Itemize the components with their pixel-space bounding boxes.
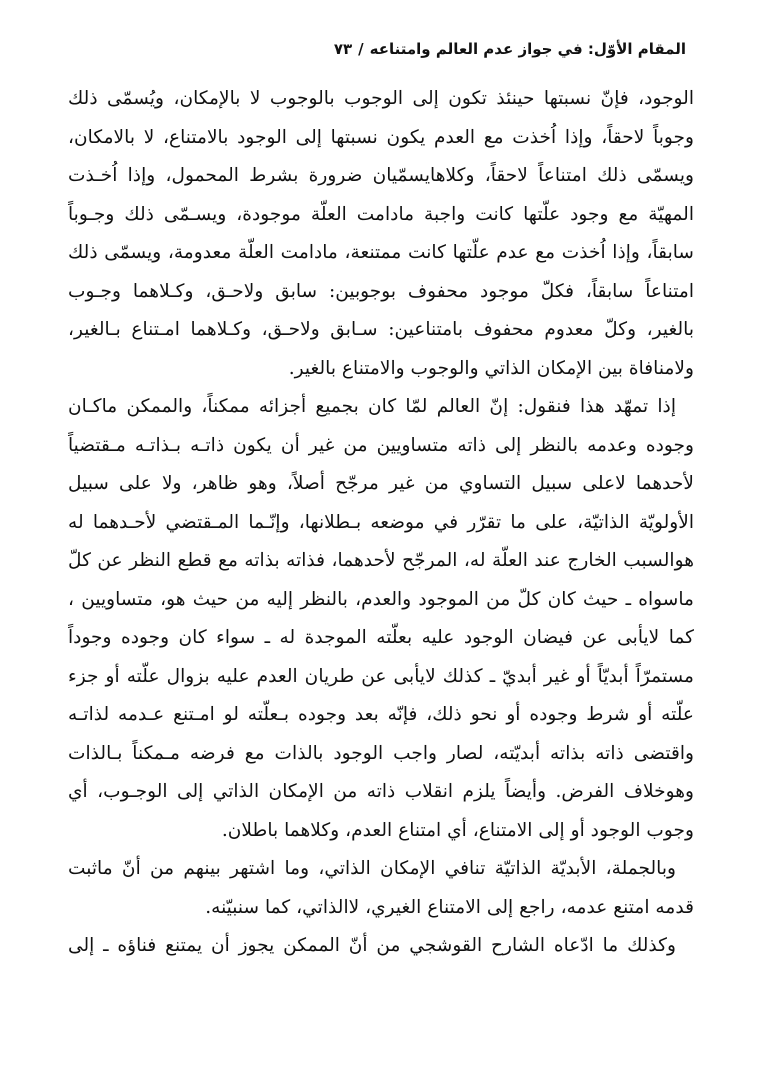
text-line: بالغير، وكلّ معدوم محفوف بامتناعين: سـابق ولاحـق، وكـلاهما امـتناع بـالغير، bbox=[68, 319, 694, 340]
text-line: المهيّة مع وجود علّتها كانت واجبة مادامت العلّة موجودة، ويسـمّى ذلك وجـوباً bbox=[68, 203, 694, 225]
text-line: وجوب الوجود أو إلى الامتناع، أي امتناع العدم، وكلاهما باطلان. bbox=[221, 819, 694, 841]
paragraph-2 bbox=[68, 388, 694, 850]
text-line: الوجود، فإنّ نسبتها حينئذ تكون إلى الوجوب بالوجوب لا بالإمكان، ويُسمّى ذلك bbox=[68, 88, 694, 109]
text-line: الأولويّة الذاتيّة، على ما تقرّر في موضعه بـطلانها، وإنّـما المـقتضي لأحـدهما له bbox=[68, 511, 694, 533]
text-line: قدمه امتنع عدمه، راجع إلى الامتناع الغيري، لاالذاتي، كما سنبيّنه. bbox=[205, 896, 694, 918]
text-line: امتناعاً سابقاً، فكلّ موجود محفوف بوجوبين: سابق ولاحـق، وكـلاهما وجـوب bbox=[68, 280, 694, 302]
body-text bbox=[68, 80, 694, 966]
text-line: واقتضى ذاته بذاته أبديّته، لصار واجب الوجود بالذات مع فرضه مـمكناً بـالذات bbox=[68, 742, 694, 764]
text-line: وجوده وعدمه بالنظر إلى ذاته متساويين من غير أن يكون ذاتـه بـذاتـه مـقتضياً bbox=[68, 434, 694, 456]
paragraph-1 bbox=[68, 80, 694, 388]
paragraph-3 bbox=[68, 850, 694, 927]
text-line: سابقاً، وإذا اُخذت مع عدم علّتها كانت ممتنعة، مادامت العلّة معدومة، ويسمّى ذلك bbox=[68, 242, 694, 263]
text-line: وهوخلاف الفرض. وأيضاً يلزم انقلاب ذاته من الإمكان الذاتي إلى الوجـوب، أي bbox=[68, 781, 694, 802]
text-line: هوالسبب الخارج عند العلّة له، المرجّح لأحدهما، فذاته بذاته مع قطع النظر عن كلّ bbox=[68, 550, 694, 571]
text-line: وجوباً لاحقاً، وإذا اُخذت مع العدم يكون نسبتها إلى الوجود بالامتناع، لا بالامكان، bbox=[68, 126, 694, 148]
running-header bbox=[76, 34, 686, 64]
text-line: وكذلك ما ادّعاه الشارح القوشجي من أنّ الممكن يجوز أن يمتنع فناؤه ـ إلى bbox=[68, 935, 676, 956]
chapter-title: المقام الأوّل: في جواز عدم العالم وامتناعه bbox=[369, 40, 686, 58]
page-number: ٧٣ bbox=[333, 40, 353, 58]
text-line: مستمرّاً أبديّاً أو غير أبديّ ـ كذلك لايأبى عن طريان العدم عليه بزوال علّته أو جزء bbox=[68, 665, 694, 687]
text-line: لأحدهما لاعلى سبيل التساوي من غير مرجّح أصلاً، وهو ظاهر، ولا على سبيل bbox=[68, 473, 694, 494]
header-separator: / bbox=[358, 40, 364, 58]
text-line: وبالجملة، الأبديّة الذاتيّة تنافي الإمكان الذاتي، وما اشتهر بينهم من أنّ ماثبت bbox=[68, 858, 676, 879]
text-line: كما لايأبى عن فيضان الوجود عليه بعلّته الموجدة له ـ سواء كان وجوده وجوداً bbox=[68, 627, 694, 648]
paragraph-4 bbox=[68, 927, 694, 966]
text-line: علّته أو شرط وجوده أو نحو ذلك، فإنّه بعد وجوده بـعلّته لو امـتنع عـدمه لذاتـه bbox=[68, 704, 694, 725]
text-line: ولامنافاة بين الإمكان الذاتي والوجوب والامتناع بالغير. bbox=[288, 357, 694, 379]
text-line: ماسواه ـ حيث كان كلّ من الموجود والعدم، بالنظر إليه من حيث هو، متساويين ، bbox=[68, 588, 694, 610]
text-line: ويسمّى ذلك امتناعاً لاحقاً، وكلاهايسمّيان ضرورة بشرط المحمول، وإذا اُخـذت bbox=[68, 165, 694, 186]
text-line: إذا تمهّد هذا فنقول: إنّ العالم لمّا كان بجميع أجزائه ممكناً، والممكن ماكـان bbox=[68, 396, 676, 417]
